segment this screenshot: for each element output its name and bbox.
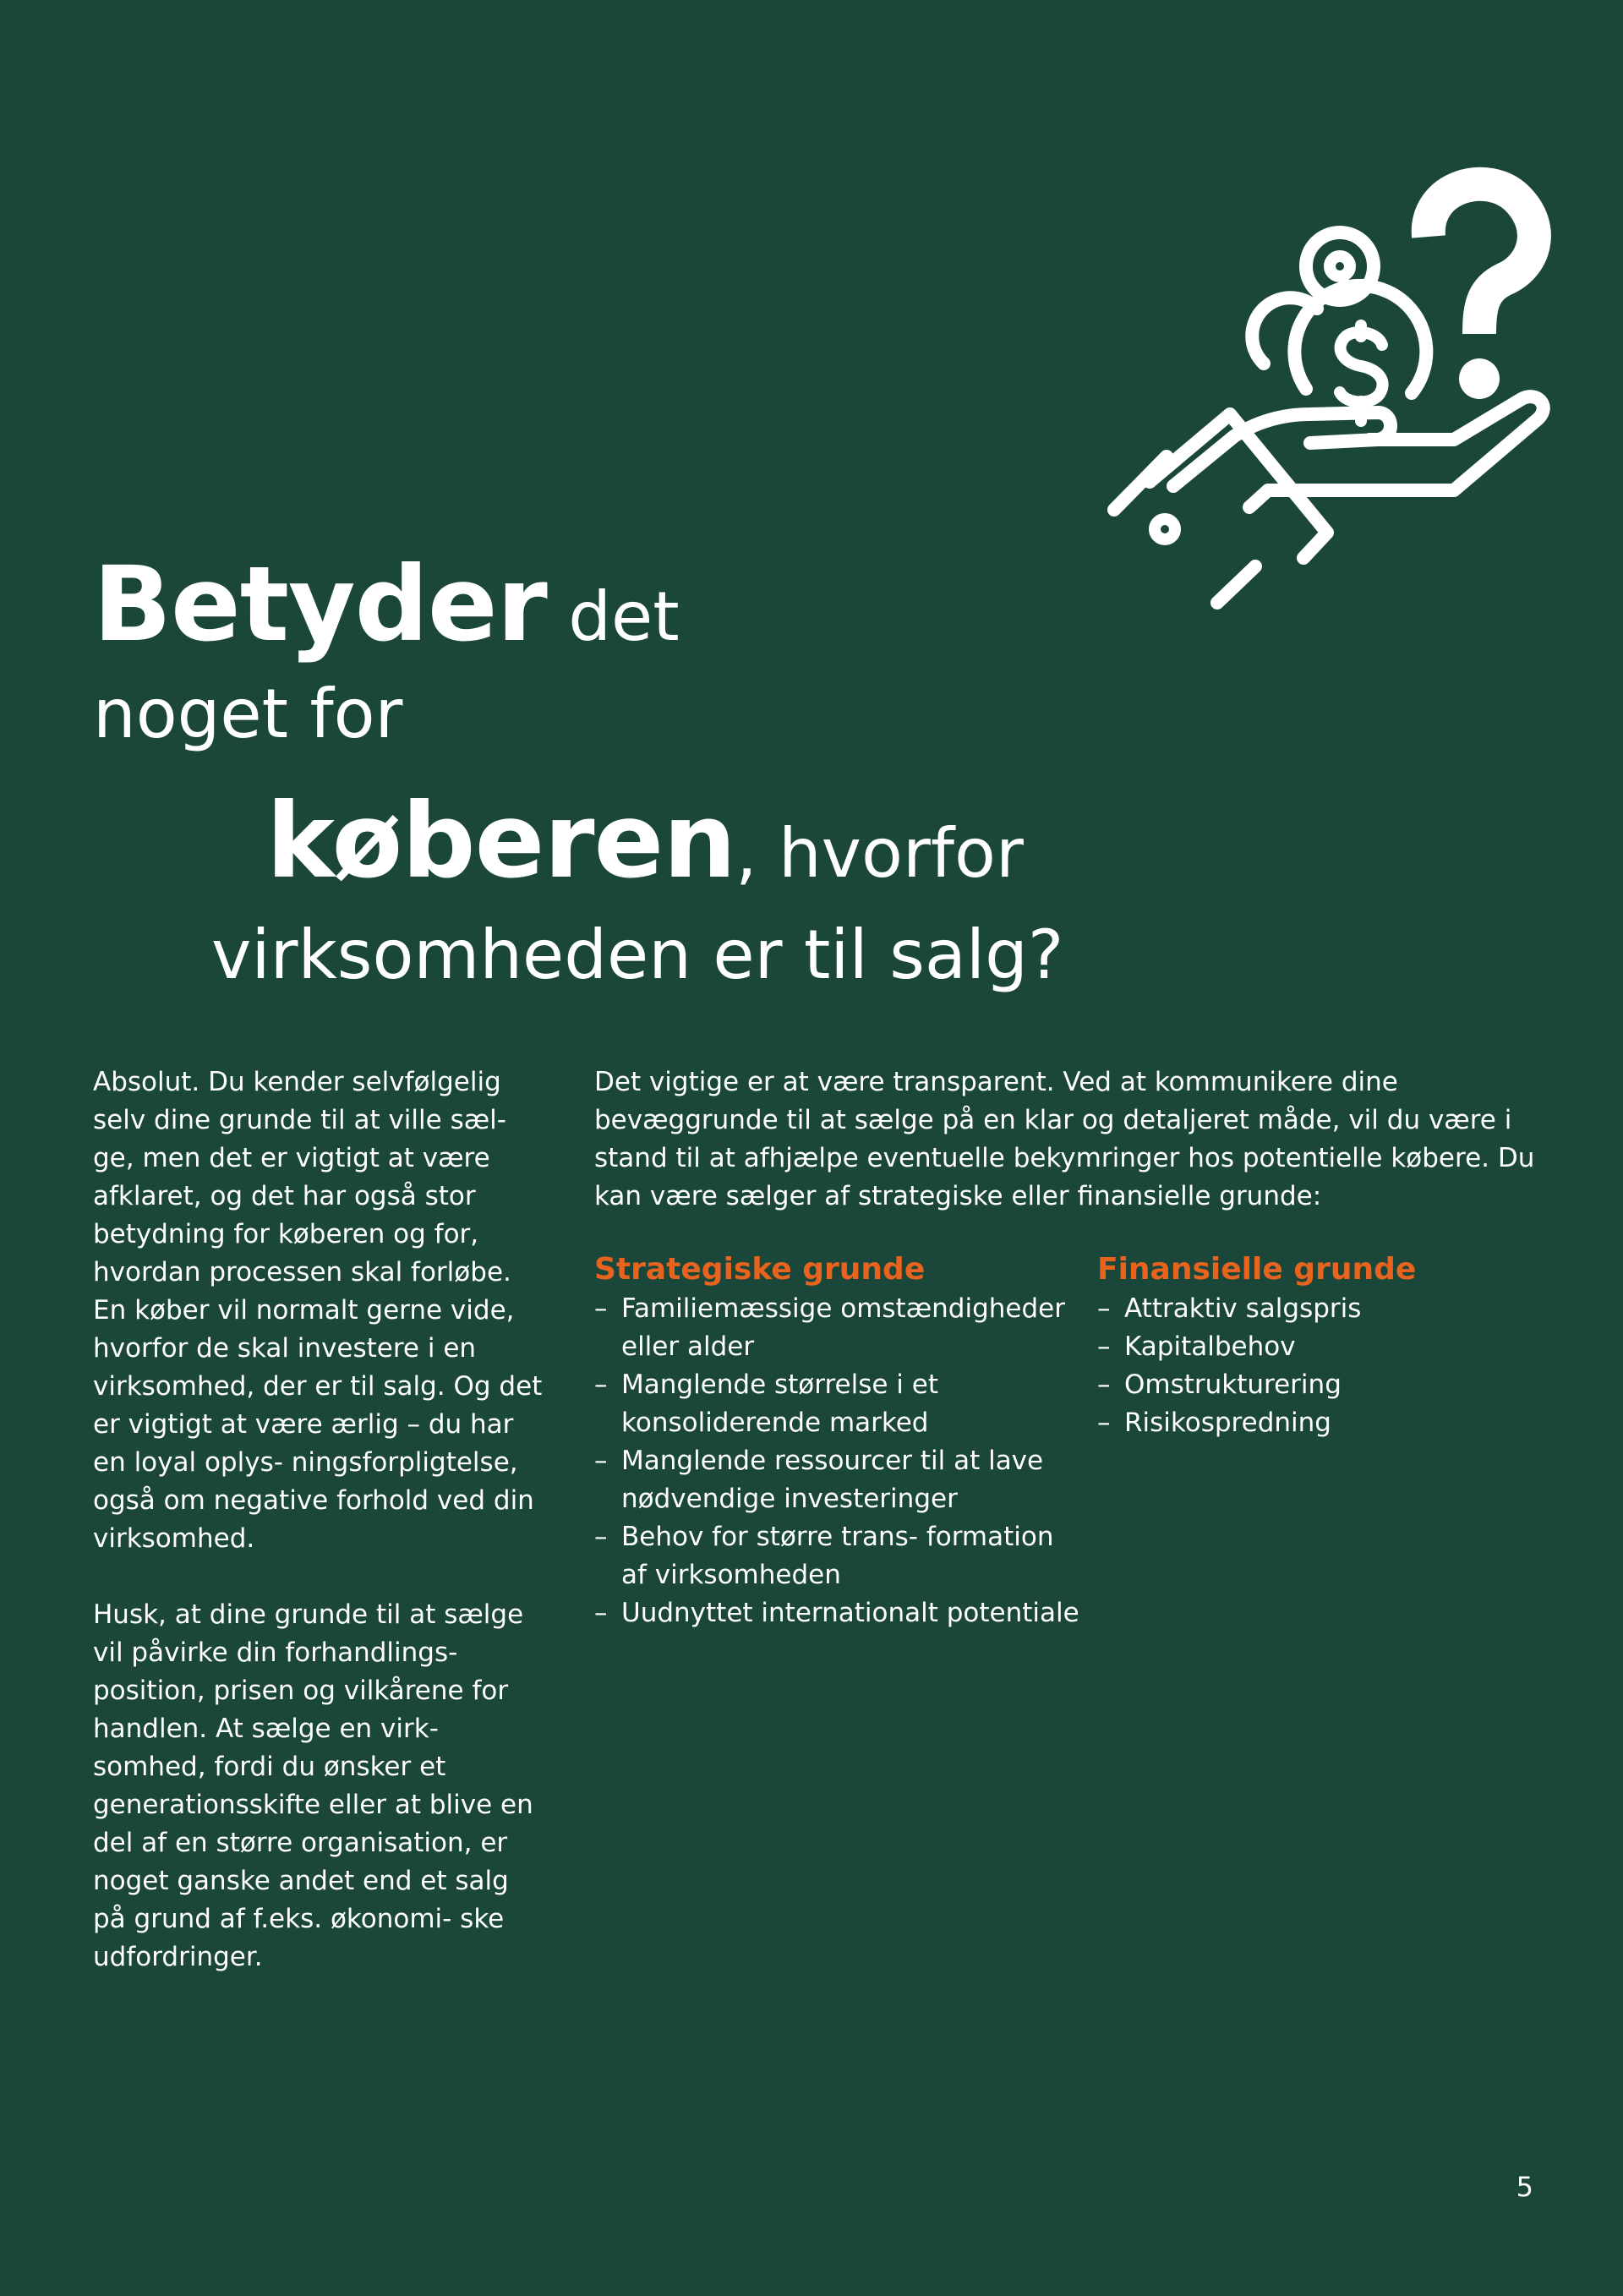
- question-mark-icon: [1429, 184, 1534, 334]
- list-item: – Behov for større trans- formation af virksomheden: [594, 1518, 1085, 1594]
- intro-block: [594, 1063, 1558, 1216]
- dash-bullet: –: [1097, 1408, 1111, 1438]
- left-column: [93, 1063, 549, 1976]
- financial-list: [1097, 1290, 1571, 1442]
- list-item: – Familiemæssige omstændigheder eller alder: [594, 1290, 1085, 1366]
- list-item: – Manglende ressourcer til at lave nødvendige investeringer: [594, 1442, 1085, 1518]
- intro-paragraph: Det vigtige er at være transparent. Ved at kommunikere dine bevæggrunde til at sælge på en klar og detaljeret måde, vil du være i stand til at afhjælpe eventuelle bekymringer hos potentielle købere. Du kan være sælger af strategiske eller finansielle grunde:: [594, 1067, 1535, 1211]
- headline-line-4: virksomheden er til salg?: [211, 916, 1064, 994]
- dash-bullet: –: [1097, 1293, 1111, 1324]
- left-paragraph-1: Absolut. Du kender selvfølgelig selv dine grunde til at ville sæl- ge, men det er vigtigt at være afklaret, og det har også stor betydning for køberen og for, hvordan processen skal forløbe. En køber vil normalt gerne vide, hvorfor de skal investere i en virksomhed, der er til salg. Og det er vigtigt at være ærlig – du har en loyal oplys- ningsforpligtelse, også om negative forhold ved din virksomhed.: [93, 1067, 543, 1554]
- dash-bullet: –: [594, 1369, 608, 1400]
- list-item: – Omstrukturering: [1097, 1366, 1571, 1404]
- financial-reasons: [1097, 1249, 1571, 1442]
- headline-text-det: det: [568, 577, 680, 656]
- headline-bold-betyder: Betyder: [93, 544, 547, 664]
- dash-bullet: –: [594, 1446, 608, 1476]
- list-item: – Kapitalbehov: [1097, 1328, 1571, 1366]
- page-headline: [93, 541, 1192, 1014]
- dash-bullet: –: [594, 1293, 608, 1324]
- left-paragraph-2: Husk, at dine grunde til at sælge vil påvirke din forhandlings- position, prisen og vilkårene for handlen. At sælge en virk- somhed, fordi du ønsker et generationsskifte eller at blive en del af en større organisation, er noget ganske andet end et salg på grund af f.eks. økonomi- ske udfordringer.: [93, 1599, 533, 1972]
- headline-text-hvorfor: , hvorfor: [735, 814, 1024, 893]
- dash-bullet: –: [594, 1522, 608, 1552]
- dash-bullet: –: [1097, 1331, 1111, 1362]
- list-item: – Attraktiv salgspris: [1097, 1290, 1571, 1328]
- financial-title: Finansielle grunde: [1097, 1252, 1417, 1287]
- strategic-reasons: [594, 1249, 1085, 1632]
- strategic-title: Strategiske grunde: [594, 1252, 926, 1287]
- list-item: – Manglende størrelse i et konsoliderende marked: [594, 1366, 1085, 1442]
- headline-line-1: [93, 541, 1192, 668]
- headline-line-3: [93, 778, 1192, 905]
- strategic-list: [594, 1290, 1085, 1632]
- headline-bold-koberen: køberen: [266, 781, 736, 901]
- headline-line-2: noget for: [93, 675, 403, 753]
- list-item: – Uudnyttet internationalt potentiale: [594, 1594, 1085, 1632]
- dash-bullet: –: [1097, 1369, 1111, 1400]
- list-item: – Risikospredning: [1097, 1404, 1571, 1442]
- page-number: 5: [1516, 2171, 1533, 2203]
- dash-bullet: –: [594, 1598, 608, 1628]
